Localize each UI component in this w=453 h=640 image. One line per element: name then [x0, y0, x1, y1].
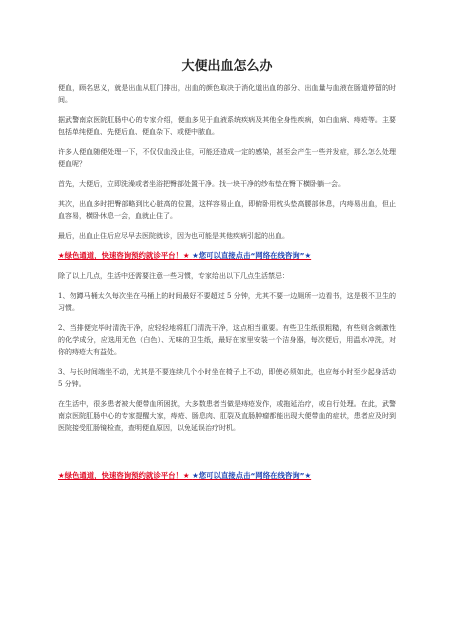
- promo-green-channel-link[interactable]: ★绿色通道，快速咨询预约就诊平台！★: [58, 251, 190, 260]
- paragraph-step-first: 首先，大便后，立即洗澡或者坐浴把臀部处置干净。找一块干净的纱布垫在臀下横卧躺一会。: [58, 180, 345, 188]
- promo-banner-consult[interactable]: [58, 250, 396, 262]
- paragraph-tip-2: 2、当排便完毕时清洗干净，应轻轻地将肛门清洗干净，这点相当重要。有些卫生纸很粗糙，有些则含刺激性的化学成分，应选用无色（白色）、无味的卫生纸，最好在家里安装一个洁身器，每次便后，用温水冲洗，对你的痔疮大有益处。: [58, 324, 396, 356]
- promo-online-consult-link-bottom[interactable]: ★您可以直接点击“网络在线咨询”★: [192, 471, 312, 480]
- page-title: 大便出血怎么办: [181, 59, 273, 74]
- paragraph-step-second: 其次，出血多时把臀部略到比心脏高的位置，这样容易止血，即俯卧用枕头垫高腰部休息，内痔易出血，但止血容易，横卧休息一会，血就止住了。: [58, 200, 396, 220]
- paragraph-step-last: 最后，出血止住后应尽早去医院就诊，因为也可能是其他疾病引起的出血。: [58, 232, 289, 240]
- section-spacer: [58, 442, 396, 470]
- paragraph-question: 许多人便血随便处理一下，不仅仅血没止住，可能还造成一定的感染，甚至会产生一些并发症，那么怎么处理便血呢？: [58, 148, 396, 168]
- promo-online-consult-link[interactable]: ★您可以直接点击“网络在线咨询”★: [192, 251, 312, 260]
- paragraph-tip-3: 3、与长时间端坐不动，尤其是不要连续几个小时坐在椅子上不动，即使必须如此，也应每小时至少起身活动 5 分钟。: [58, 368, 396, 388]
- paragraph-tip-1: 1、勿蹲马桶太久每次坐在马桶上的时间最好不要超过 5 分钟，尤其不要一边厕所一边看书，这是极不卫生的习惯。: [58, 292, 396, 312]
- promo-green-channel-link-bottom[interactable]: ★绿色通道，快速咨询预约就诊平台！★: [58, 471, 190, 480]
- paragraph-expert-intro: 据武警南京医院肛肠中心的专家介绍，便血多见于血液系统疾病及其他全身性疾病，如白血病、痔疮等。主要包括单纯便血、先便后血、便血杂下、或便中脓血。: [58, 116, 396, 136]
- promo-banner-consult-bottom[interactable]: [58, 470, 396, 482]
- paragraph-definition: 便血，顾名思义，就是出血从肛门排出，出血的颜色取决于消化道出血的部分、出血量与血液在肠道停留的时间。: [58, 84, 396, 104]
- paragraph-conclusion: 在生活中，很多患者被大便带血所困扰，大多数患者当做是痔疮发作，或拖延治疗，或自行处理。在此，武警南京医院肛肠中心的专家提醒大家，痔疮、肠息肉、肛裂及直肠肿瘤都能出现大便带血的症状，患者应及时到医院接受肛肠镜检查，查明便血原因，以免延误治疗时机。: [58, 400, 396, 432]
- paragraph-habits-intro: 除了以上几点，生活中还需要注意一些习惯，专家给出以下几点生活禁忌：: [58, 272, 289, 280]
